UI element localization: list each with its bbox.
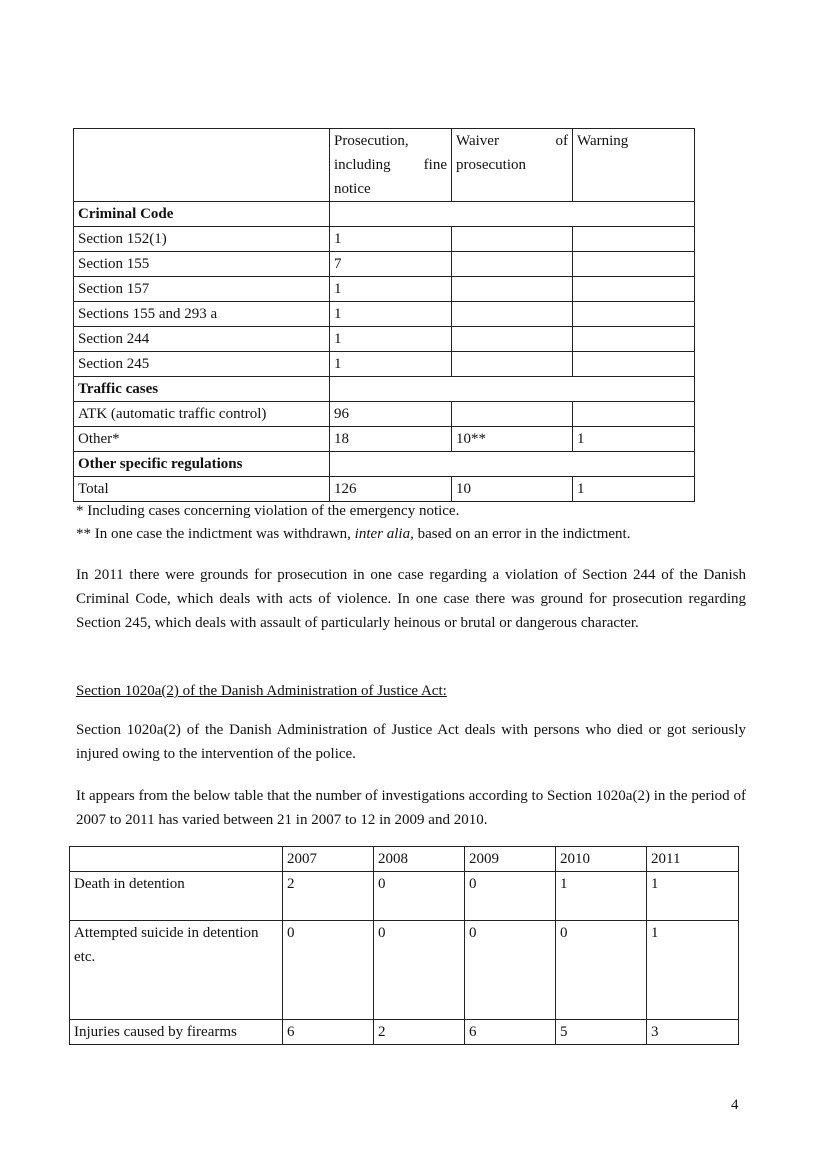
prosecution-cell: 7 [330, 252, 452, 277]
table-row [74, 427, 695, 452]
group-title: Traffic cases [74, 377, 330, 402]
header-prosecution: Prosecution, including fine notice [330, 129, 452, 202]
table-header-row [74, 129, 695, 202]
warning-cell [573, 277, 695, 302]
group-row [74, 202, 695, 227]
table-row [70, 921, 739, 1020]
year-header: 2010 [556, 847, 647, 872]
row-label: Section 152(1) [74, 227, 330, 252]
table-row [70, 872, 739, 921]
table-row [74, 252, 695, 277]
prosecution-cell: 1 [330, 227, 452, 252]
warning-cell [573, 252, 695, 277]
row-label: Section 244 [74, 327, 330, 352]
table-row [74, 227, 695, 252]
table-row [74, 402, 695, 427]
paragraph-section-description: Section 1020a(2) of the Danish Administration of Justice Act deals with persons who died or got seriously injured owing to the intervention of the police. [76, 722, 746, 762]
waiver-cell [452, 227, 573, 252]
value-cell: 6 [465, 1020, 556, 1045]
value-cell: 0 [465, 921, 556, 1020]
group-row [74, 452, 695, 477]
waiver-cell [452, 402, 573, 427]
warning-cell: 1 [573, 427, 695, 452]
waiver-cell: 10** [452, 427, 573, 452]
prosecution-cell: 1 [330, 302, 452, 327]
warning-cell: 1 [573, 477, 695, 502]
waiver-cell [452, 277, 573, 302]
prosecution-cell: 1 [330, 327, 452, 352]
group-title: Other specific regulations [74, 452, 330, 477]
warning-cell [573, 227, 695, 252]
year-header-row [70, 847, 739, 872]
value-cell: 0 [374, 872, 465, 921]
waiver-cell [452, 352, 573, 377]
row-label: Section 155 [74, 252, 330, 277]
value-cell: 0 [556, 921, 647, 1020]
header-warning: Warning [573, 129, 695, 202]
group-title: Criminal Code [74, 202, 330, 227]
waiver-cell [452, 302, 573, 327]
warning-cell [573, 327, 695, 352]
footnote-2: ** In one case the indictment was withdrawn, inter alia, based on an error in the indictment. [76, 526, 631, 542]
warning-cell [573, 352, 695, 377]
investigations-table [69, 846, 739, 1045]
prosecution-table [73, 128, 695, 502]
prosecution-cell: 1 [330, 352, 452, 377]
table-row [74, 327, 695, 352]
waiver-cell [452, 327, 573, 352]
table-row [74, 352, 695, 377]
prosecution-cell: 96 [330, 402, 452, 427]
section-heading: Section 1020a(2) of the Danish Administration of Justice Act: [76, 683, 447, 699]
value-cell: 3 [647, 1020, 739, 1045]
row-label: Injuries caused by firearms [70, 1020, 283, 1045]
row-label: Other* [74, 427, 330, 452]
warning-cell [573, 302, 695, 327]
paragraph-investigations: It appears from the below table that the number of investigations according to Section 1020a(2) in the period of 2007 to 2011 has varied between 21 in 2007 to 12 in 2009 and 2010. [76, 788, 746, 828]
total-row [74, 477, 695, 502]
footnote-1: * Including cases concerning violation of the emergency notice. [76, 503, 460, 519]
row-label: Attempted suicide in detention etc. [70, 921, 283, 1020]
value-cell: 0 [374, 921, 465, 1020]
year-header: 2011 [647, 847, 739, 872]
value-cell: 5 [556, 1020, 647, 1045]
value-cell: 1 [556, 872, 647, 921]
table-row [74, 277, 695, 302]
value-cell: 6 [283, 1020, 374, 1045]
waiver-cell: 10 [452, 477, 573, 502]
row-label: Section 245 [74, 352, 330, 377]
header-waiver: Waiver of prosecution [452, 129, 573, 202]
header-empty-cell [74, 129, 330, 202]
paragraph-2011: In 2011 there were grounds for prosecution in one case regarding a violation of Section 244 of the Danish Criminal Code, which deals with acts of violence. In one case there was ground for prosecution regarding Section 245, which deals with assault of particularly heinous or brutal or dangerous character. [76, 567, 746, 631]
prosecution-cell: 126 [330, 477, 452, 502]
year-header: 2009 [465, 847, 556, 872]
value-cell: 1 [647, 872, 739, 921]
group-row [74, 377, 695, 402]
row-label: ATK (automatic traffic control) [74, 402, 330, 427]
row-label: Death in detention [70, 872, 283, 921]
value-cell: 2 [374, 1020, 465, 1045]
prosecution-cell: 18 [330, 427, 452, 452]
prosecution-cell: 1 [330, 277, 452, 302]
table-row [74, 302, 695, 327]
value-cell: 1 [647, 921, 739, 1020]
value-cell: 0 [465, 872, 556, 921]
page-number: 4 [731, 1097, 739, 1113]
year-header: 2007 [283, 847, 374, 872]
table-row [70, 1020, 739, 1045]
value-cell: 0 [283, 921, 374, 1020]
row-label: Section 157 [74, 277, 330, 302]
value-cell: 2 [283, 872, 374, 921]
waiver-cell [452, 252, 573, 277]
warning-cell [573, 402, 695, 427]
row-label: Sections 155 and 293 a [74, 302, 330, 327]
row-label: Total [74, 477, 330, 502]
year-header: 2008 [374, 847, 465, 872]
